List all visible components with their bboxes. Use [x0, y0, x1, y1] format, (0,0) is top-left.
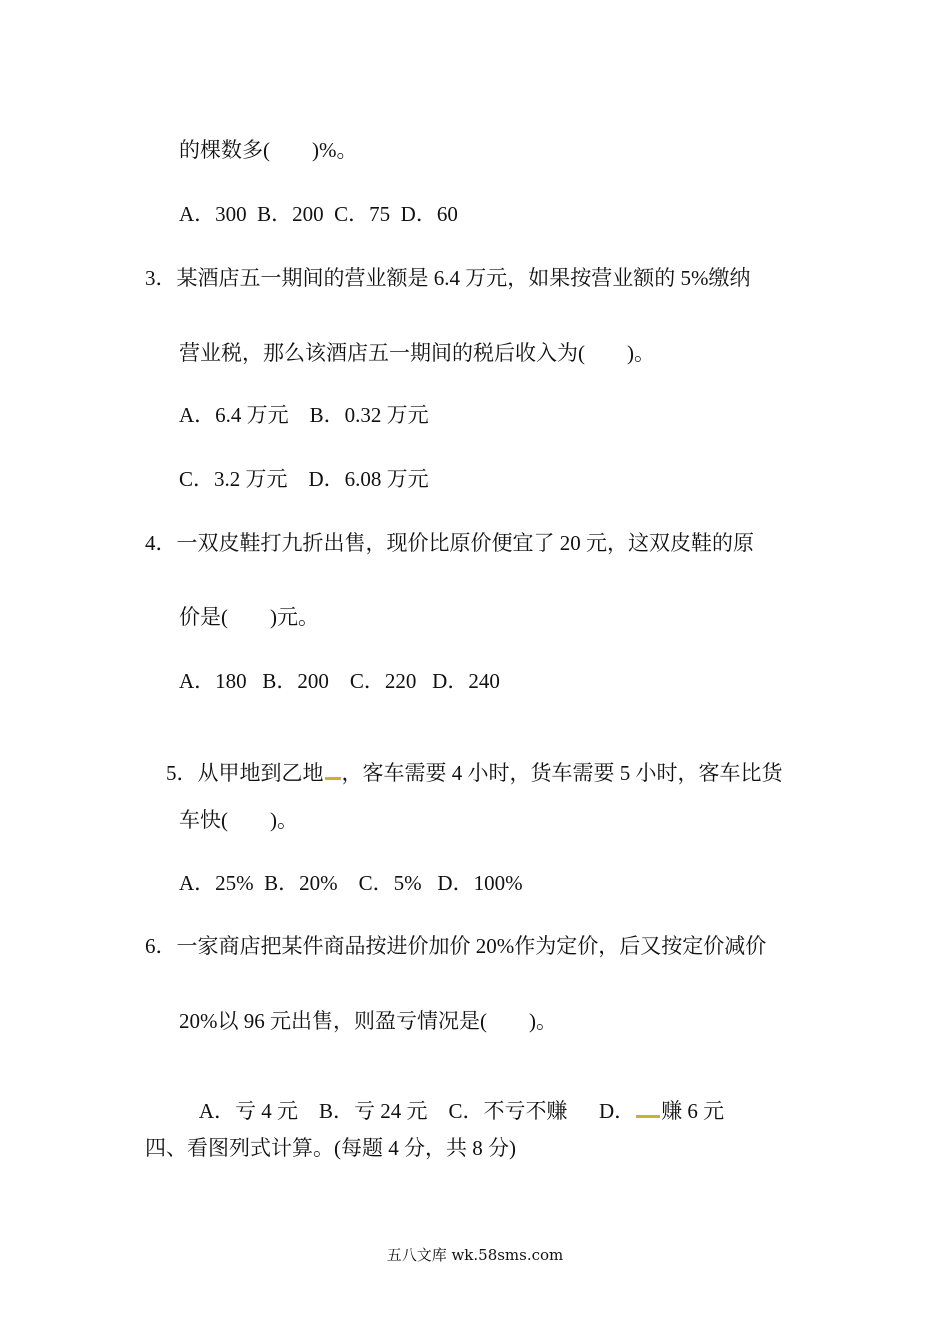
highlight-mark: [636, 1115, 660, 1118]
q6-text-line1: 6．一家商店把某件商品按进价加价 20%作为定价，后又按定价减价: [145, 934, 767, 958]
q5-text-line1: [145, 731, 783, 815]
q2-continuation: 的棵数多( )%。: [179, 138, 358, 162]
q5-text-part1: 5．从甲地到乙地: [166, 761, 324, 785]
footer-watermark: 五八文库 wk.58sms.com: [386, 1246, 564, 1264]
q5-options: A．25% B．20% C．5% D．100%: [179, 871, 523, 895]
q3-options-ab: A．6.4 万元 B．0.32 万元: [179, 403, 429, 427]
q5-text-part2: ，客车需要 4 小时，货车需要 5 小时，客车比货: [341, 761, 783, 785]
section-heading: 四、看图列式计算。(每题 4 分，共 8 分): [145, 1136, 516, 1160]
q4-options: A．180 B．200 C．220 D．240: [179, 669, 500, 693]
q6-options-part1: A．亏 4 元 B．亏 24 元 C．不亏不赚 D．: [198, 1099, 636, 1123]
q5-text-line2: 车快( )。: [179, 808, 298, 832]
q6-options-part2: 赚 6 元: [661, 1099, 725, 1123]
q3-text-line1: 3．某酒店五一期间的营业额是 6.4 万元，如果按营业额的 5%缴纳: [145, 266, 751, 290]
q3-text-line2: 营业税，那么该酒店五一期间的税后收入为( )。: [179, 341, 655, 365]
q6-text-line2: 20%以 96 元出售，则盈亏情况是( )。: [179, 1009, 557, 1033]
q4-text-line1: 4．一双皮鞋打九折出售，现价比原价便宜了 20 元，这双皮鞋的原: [145, 531, 754, 555]
q2-options: A．300 B．200 C．75 D．60: [179, 202, 458, 226]
q4-text-line2: 价是( )元。: [179, 605, 319, 629]
highlight-mark: [325, 777, 341, 780]
q3-options-cd: C．3.2 万元 D．6.08 万元: [179, 467, 429, 491]
